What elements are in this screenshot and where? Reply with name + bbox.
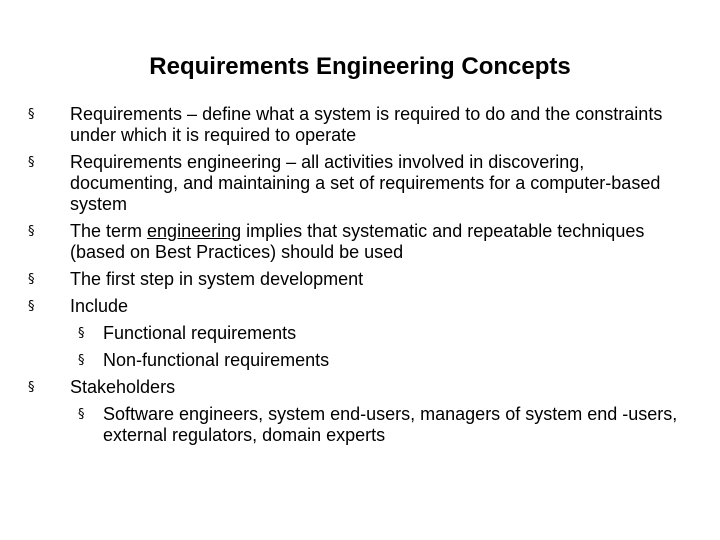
sub-bullet-item bbox=[28, 323, 688, 344]
bullet-marker-icon: § bbox=[28, 107, 35, 122]
bullet-item bbox=[28, 377, 688, 398]
bullet-item bbox=[28, 269, 688, 290]
slide-title: Requirements Engineering Concepts bbox=[149, 53, 571, 80]
bullet-text: Stakeholders bbox=[70, 377, 176, 397]
bullet-text: The first step in system development bbox=[70, 269, 364, 289]
bullet-item bbox=[28, 221, 688, 263]
sub-bullet-text: Functional requirements bbox=[103, 323, 297, 343]
bullet-text-post: implies that systematic and repeatable techniques (based on Best Practices) should be used bbox=[70, 221, 645, 262]
bullet-marker-icon: § bbox=[28, 224, 35, 239]
bullet-marker-icon: § bbox=[78, 407, 85, 422]
bullet-text: Requirements – define what a system is required to do and the constraints under which it is required to operate bbox=[70, 104, 663, 145]
bullet-list bbox=[28, 104, 688, 452]
bullet-text: Requirements engineering – all activities involved in discovering, documenting, and maintaining a set of requirements for a computer-based system bbox=[70, 152, 661, 214]
sub-bullet-text: Software engineers, system end-users, managers of system end -users, external regulators, domain experts bbox=[103, 404, 678, 445]
bullet-marker-icon: § bbox=[28, 272, 35, 287]
sub-bullet-item bbox=[28, 350, 688, 371]
bullet-item bbox=[28, 104, 688, 146]
sub-bullet-text: Non-functional requirements bbox=[103, 350, 330, 370]
bullet-marker-icon: § bbox=[78, 326, 85, 341]
bullet-text-pre: The term bbox=[70, 221, 148, 241]
bullet-item bbox=[28, 296, 688, 317]
bullet-marker-icon: § bbox=[28, 155, 35, 170]
bullet-text-underlined: engineering bbox=[147, 221, 242, 241]
bullet-marker-icon: § bbox=[28, 299, 35, 314]
sub-bullet-item bbox=[28, 404, 688, 446]
bullet-text: Include bbox=[70, 296, 129, 316]
bullet-item bbox=[28, 152, 688, 215]
bullet-marker-icon: § bbox=[78, 353, 85, 368]
bullet-marker-icon: § bbox=[28, 380, 35, 395]
